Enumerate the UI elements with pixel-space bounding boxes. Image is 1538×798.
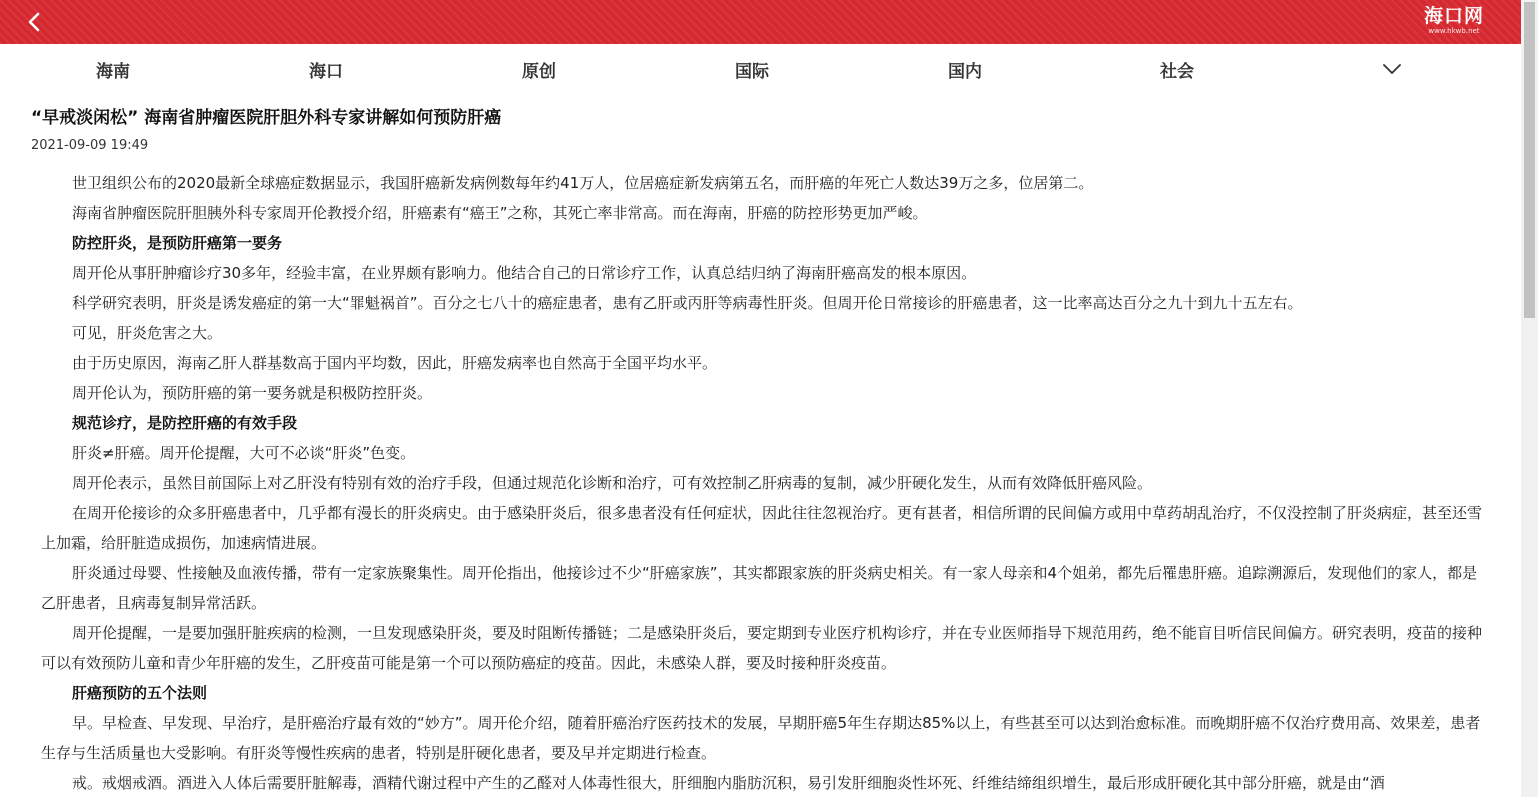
article-body (41, 168, 1488, 798)
nav-item-original[interactable]: 原创 (522, 62, 556, 82)
nav-item-domestic[interactable]: 国内 (948, 62, 982, 82)
article-paragraph: 周开伦从事肝肿瘤诊疗30多年，经验丰富，在业界颇有影响力。他结合自己的日常诊疗工作，认真总结归纳了海南肝癌高发的根本原因。 (72, 264, 977, 282)
article-paragraph: 肝炎通过母婴、性接触及血液传播，带有一定家族聚集性。周开伦指出，他接诊过不少“肝癌家族”，其实都跟家族的肝炎病史相关。有一家人母亲和4个姐弟，都先后罹患肝癌。追踪溯源后，发现他们的家人，都是乙肝患者，且病毒复制异常活跃。 (41, 564, 1478, 612)
site-logo[interactable] (1418, 5, 1490, 39)
nav-item-hainan[interactable]: 海南 (96, 62, 130, 82)
nav-item-society[interactable]: 社会 (1160, 62, 1194, 82)
nav-item-haikou[interactable]: 海口 (309, 62, 343, 82)
article-paragraph: 戒。戒烟戒酒。酒进入人体后需要肝脏解毒，酒精代谢过程中产生的乙醛对人体毒性很大，肝细胞内脂肪沉积，易引发肝细胞炎性坏死、纤维结缔组织增生，最后形成肝硬化其中部分肝癌，就是由“酒 (72, 774, 1385, 792)
article-paragraph: 海南省肿瘤医院肝胆胰外科专家周开伦教授介绍，肝癌素有“癌王”之称，其死亡率非常高。而在海南，肝癌的防控形势更加严峻。 (72, 204, 928, 222)
section-heading: 规范诊疗，是防控肝癌的有效手段 (72, 414, 298, 432)
nav-item-international[interactable]: 国际 (735, 62, 769, 82)
section-heading: 防控肝炎，是预防肝癌第一要务 (72, 234, 283, 252)
top-header-bar (0, 0, 1521, 44)
logo-subtext: www.hkwb.net (1428, 27, 1480, 35)
article-date: 2021-09-09 19:49 (31, 138, 149, 153)
chevron-left-icon (22, 9, 48, 35)
article-paragraph: 由于历史原因，海南乙肝人群基数高于国内平均数，因此，肝癌发病率也自然高于全国平均水平。 (72, 354, 718, 372)
scrollbar-thumb[interactable] (1524, 2, 1535, 318)
vertical-scrollbar[interactable] (1521, 0, 1538, 797)
logo-text: 海口网 (1423, 5, 1484, 27)
channel-nav (0, 44, 1521, 94)
article-paragraph: 周开伦提醒，一是要加强肝脏疾病的检测，一旦发现感染肝炎，要及时阻断传播链；二是感染肝炎后，要定期到专业医疗机构诊疗，并在专业医师指导下规范用药，绝不能盲目听信民间偏方。研究表明，疫苗的接种可以有效预防儿童和青少年肝癌的发生，乙肝疫苗可能是第一个可以预防癌症的疫苗。因此，未感染人群，要及时接种肝炎疫苗。 (41, 624, 1483, 672)
chevron-down-icon (1381, 60, 1403, 78)
article-paragraph: 周开伦认为，预防肝癌的第一要务就是积极防控肝炎。 (72, 384, 433, 402)
nav-more-button[interactable] (1381, 60, 1403, 78)
section-heading: 肝癌预防的五个法则 (72, 684, 208, 702)
article-paragraph: 科学研究表明，肝炎是诱发癌症的第一大“罪魁祸首”。百分之七八十的癌症患者，患有乙肝或丙肝等病毒性肝炎。但周开伦日常接诊的肝癌患者，这一比率高达百分之九十到九十五左右。 (72, 294, 1303, 312)
article-paragraph: 在周开伦接诊的众多肝癌患者中，几乎都有漫长的肝炎病史。由于感染肝炎后，很多患者没有任何症状，因此往往忽视治疗。更有甚者，相信所谓的民间偏方或用中草药胡乱治疗，不仅没控制了肝炎病症，甚至还雪上加霜，给肝脏造成损伤，加速病情进展。 (41, 504, 1483, 552)
article-paragraph: 世卫组织公布的2020最新全球癌症数据显示，我国肝癌新发病例数每年约41万人，位居癌症新发病第五名，而肝癌的年死亡人数达39万之多，位居第二。 (72, 174, 1094, 192)
back-button[interactable] (22, 9, 48, 35)
article-paragraph: 可见，肝炎危害之大。 (72, 324, 223, 342)
article-paragraph: 肝炎≠肝癌。周开伦提醒，大可不必谈“肝炎”色变。 (72, 444, 416, 462)
article-title: “早戒淡闲松” 海南省肿瘤医院肝胆外科专家讲解如何预防肝癌 (31, 108, 502, 128)
article-paragraph: 早。早检查、早发现、早治疗，是肝癌治疗最有效的“妙方”。周开伦介绍，随着肝癌治疗医药技术的发展，早期肝癌5年生存期达85%以上，有些甚至可以达到治愈标准。而晚期肝癌不仅治疗费用高、效果差，患者生存与生活质量也大受影响。有肝炎等慢性疾病的患者，特别是肝硬化患者，要及早并定期进行检查。 (41, 714, 1481, 762)
article-paragraph: 周开伦表示，虽然目前国际上对乙肝没有特别有效的治疗手段，但通过规范化诊断和治疗，可有效控制乙肝病毒的复制，减少肝硬化发生，从而有效降低肝癌风险。 (72, 474, 1153, 492)
